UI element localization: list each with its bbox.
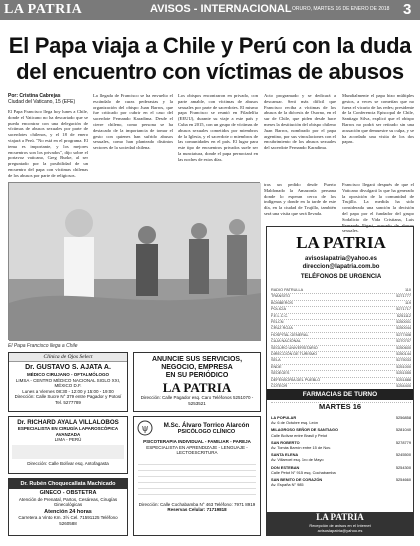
- phone-number: 5271717: [396, 307, 411, 312]
- phone-number: 119: [404, 300, 411, 305]
- pharmacy-item: [271, 415, 411, 425]
- doctor3-desc: Atención de Prenatal, Partos, Cesáreas, Cirugías Ginecológicas: [18, 496, 118, 507]
- phone-name: SELA: [271, 358, 281, 363]
- emergency-phones-list: [271, 288, 411, 403]
- phone-name: CAJA NACIONAL: [271, 339, 301, 344]
- byline-place: Ciudad del Vaticano, 15 (EFE): [8, 99, 76, 105]
- pharmacy-name: SAN ROBERTO: [271, 439, 300, 445]
- pharmacy-item: [271, 440, 411, 450]
- footer-email: avisoslapatria@yahoo.es: [317, 528, 363, 533]
- phone-number: 5251112: [396, 313, 411, 318]
- pharmacy-phone: 5281040: [395, 427, 411, 433]
- byline: [8, 93, 88, 105]
- doctor3-address: Carretera a Vinto Km. 3½ Cel. 71591125 Teléfono 5260588: [18, 515, 118, 526]
- doctor2-address: Dirección: Calle Bolívar esq. Antofagasta: [27, 460, 109, 466]
- sidebar-email-1: avisoslapatria@yahoo.es: [305, 256, 377, 262]
- psychology-icon: [137, 420, 153, 436]
- doctor3-hours: Atención 24 horas: [44, 508, 92, 515]
- phone-number: 5250044: [396, 326, 411, 331]
- doctor1-name: Dr. GUSTAVO S. AJATA A.: [25, 364, 111, 371]
- pope-photo-illustration: [9, 183, 261, 341]
- phone-number: 5275033: [396, 358, 411, 363]
- footer-tagline: Recepción de avisos en el Internet: [309, 523, 371, 528]
- phone-number: 5251888: [396, 377, 411, 382]
- pharmacy-address: Av. Tomás Barrón entre 15 de Nov.: [271, 445, 332, 451]
- pharmacy-address: Av. Villarroel esq. 1ro de Mayo: [271, 457, 324, 463]
- headline: El Papa viaja a Chile y Perú con la duda del encuentro con víctimas de abusos: [8, 33, 412, 84]
- psych-detail: ESPECIALISTA EN APRENDIZAJE - LENGUAJE - LECTOESCRITURA: [146, 444, 248, 455]
- phone-number: 5277408: [396, 332, 411, 337]
- phone-name: HOSPITAL GENERAL: [271, 332, 309, 337]
- emergency-phones-title: TELÉFONOS DE URGENCIA: [300, 274, 382, 280]
- article-column-2: La llegada de Francisco se ha envuelto el escándalo de curas pederastas y la organización del obispo Juan Barros, que fue criticado por cubrir en el caso del sacerdote Fernando Karadima. Desde el cierre chileno, como persona se ha destacado de la importancia de tomar el gesto con quienes han sufrido abusos sexuales, como han planteado distintos sectores de la sociedad chilena.: [93, 93, 173, 151]
- pharmacy-phone: 5256858: [395, 415, 411, 420]
- doctor1-title: MÉDICO CIRUJANO - OFTALMÓLOGO: [27, 372, 109, 377]
- phone-name: SEGURO UNIVERSITARIO: [271, 345, 318, 350]
- doctor2-title: ESPECIALISTA EN CIRUGÍA LAPAROSCÓPICA AVANZADA: [17, 426, 119, 437]
- pharmacy-phone: 5278779: [395, 439, 411, 445]
- byline-author: Por: Cristina Cabrejas: [8, 93, 61, 99]
- pharmacy-item: [271, 452, 411, 462]
- article-column-6: tras un pedido desde Puerto Maldonado la Amazonía peruana donde lo esperan cerca de los indígenas y donde en la tarde de este día, en la ciudad de Trujillo, también será una visita que será llevada.: [264, 182, 336, 216]
- doctor2-services-block: [12, 445, 124, 459]
- sidebar-info-box: [266, 226, 414, 530]
- pharmacy-name: SAN BENITO DE CORAZÓN: [271, 477, 323, 483]
- phone-number: 5250144: [396, 352, 411, 357]
- phone-name: ENDE: [271, 364, 282, 369]
- pharmacy-phone: 5254660: [395, 477, 411, 483]
- phone-name: DIRECCIÓN DE TURISMO: [271, 352, 318, 357]
- phone-number: 5271777: [396, 294, 411, 299]
- pharmacy-address: Calle Petot N° 915 esq. Cochabamba: [271, 469, 336, 475]
- ad-eye-clinic: [8, 352, 128, 412]
- phone-number: 5250001: [396, 320, 411, 325]
- phone-name: F.E.L.C.C.: [271, 313, 289, 318]
- doctor3-name: Dr. Rubén Choquecallata Machicado: [9, 479, 127, 489]
- doctor1-desc: LIMSA - CENTRO MÉDICO NACIONAL SIGLO XXI, MÉXICO D.F.: [15, 377, 121, 388]
- psych-desc: PSICOTERAPIA INDIVIDUAL - FAMILIAR - PAREJA: [143, 439, 251, 444]
- pharmacies-title: FARMACIAS DE TURNO: [267, 389, 413, 400]
- article-column-1: El Papa Francisco llega hoy lunes a Chile, donde el Vaticano no ha descartado que se pueda encontrar con una delegación de víctimas de abusos sexuales por parte de sacerdotes chilenos, y el 18 de enero viajará a Perú. "No está en el programa. El tema es importante, y los mejores encuentros son los privados", dijo sobre el portavoz vaticano, Greg Burke, al ser preguntado por la posibilidad de un encuentro del papa con víctimas chilenas de los abusos por parte de religiosos.: [8, 109, 88, 178]
- pharmacy-name: LA POPULAR: [271, 415, 297, 420]
- phone-name: FELCN: [271, 320, 284, 325]
- pharmacy-name: MILAGROSO SEÑOR DE SANTIAGO: [271, 427, 339, 433]
- phone-number: 5254400: [396, 384, 411, 389]
- pharmacy-name: DON ESTEBAN: [271, 464, 300, 470]
- psych-address: Dirección: Calle Cochabamba N° 463 Teléfono: 7971 8919: [138, 501, 256, 507]
- svg-text:ψ: ψ: [141, 424, 149, 434]
- phone-name: DEFENSORÍA DEL PUEBLO: [271, 377, 321, 382]
- masthead: LA PATRIA: [4, 2, 83, 17]
- page-number: 3: [403, 1, 412, 18]
- pharmacy-address: Calle Bolívar entre Brasil y Petot: [271, 432, 328, 438]
- phone-name: TRÁNSITO: [271, 294, 291, 299]
- psych-services-text: [138, 459, 256, 499]
- ad-psychologist: [133, 416, 261, 536]
- phone-name: POLICÍA: [271, 307, 286, 312]
- pharmacies-date: MARTES 16: [318, 402, 362, 411]
- doctor1-address: Dirección: Calle Sucre N° 379 entre Pagador y Potosí Tel. 5277789: [14, 394, 122, 405]
- section-title: AVISOS - INTERNACIONAL: [150, 3, 292, 15]
- anuncie-line-2: NEGOCIO, EMPRESA: [161, 364, 233, 371]
- psych-hours: Reservas Celular: 71719818: [167, 507, 227, 512]
- clinic-name: Clínica de Ojos Select: [9, 353, 127, 362]
- pharmacy-item: [271, 427, 411, 437]
- phone-number: 5251000: [396, 364, 411, 369]
- pharmacy-name: SANTA ELENA: [271, 452, 299, 458]
- doctor3-title: GINECO - OBSTETRA: [39, 490, 97, 496]
- pharmacy-item: [271, 477, 411, 487]
- psych-name: M.Sc. Álvaro Torrico Alarcón: [163, 421, 250, 429]
- pharmacy-address: Av. España N° 985: [271, 482, 304, 488]
- pharmacy-item: [271, 465, 411, 475]
- phone-name: BOMBEROS: [271, 300, 293, 305]
- phone-name: RADIO PATRULLA: [271, 288, 304, 292]
- footer-brand: LA PATRIA: [316, 512, 364, 522]
- pharmacies-list: [271, 415, 411, 489]
- phone-number: 5251555: [396, 371, 411, 376]
- phone-number: 110: [404, 288, 411, 292]
- article-column-7: Francisco llegará después de que el Vaticano divulgará la que ha generado la oposición de la comunidad de Trujillo. La medida ha sido considerada una sanción la decisión del papa por el fundador del grupo Sodalicio de Vida Cristiana, Luis Fernando Figari, acusado de abusos sexuales.: [342, 182, 414, 234]
- anuncie-line-1: ANUNCIE SUS SERVICIOS,: [151, 356, 243, 363]
- anuncie-contact: Dirección: Calle Pagador esq. Caro Teléfonos 5251070 - 5253521: [140, 395, 254, 406]
- phone-number: 5250600: [396, 345, 411, 350]
- doctor2-name: Dr. RICHARD AYALA VILLALOBOS: [17, 419, 119, 426]
- sidebar-logo: LA PATRIA: [296, 233, 386, 252]
- doctor1-hours: Lunes a Viernes 08:30 - 12:00 y 15:00 - 19:00: [22, 388, 114, 394]
- doctor2-desc: LIMA - PERÚ: [54, 437, 82, 442]
- psych-title: PSICÓLOGO CLÍNICO: [177, 428, 236, 435]
- sidebar-email-2: direccion@lapatria.com.bo: [302, 264, 380, 270]
- sidebar-footer: [266, 512, 414, 536]
- phone-name: COTEOR: [271, 384, 288, 389]
- article-column-5: Mundialmente el papa hizo múltiples gestos, a veces se cometían que no fuera el vicario de las redes; presidente de la Conferencia Episcopal de Chile, Santiago Silva, explicó que el obispo Barros no podrá ser retirado sin una acusación que demuestre su culpa, y se ha acordado una visita de los dos papas.: [342, 93, 414, 145]
- anuncie-brand: LA PATRIA: [162, 380, 232, 395]
- article-column-3: Los obispos encontraron en privado, con parte amable, con víctimas de abusos sexuales por parte de sacerdotes. El mismo papa Francisco se reunió en Filadelfia (EEUU), durante su viaje a este país y Cuba en 2015, con un grupo de víctimas de abusos sexuales cometidos por miembros de la Iglesia, y el sacerdote o miembros de las comunidades en el país. El lugar para este tipo de encuentros privados suele ser la nunciatura, donde el papa pernoctará en las noches de estos días.: [178, 93, 258, 162]
- ad-doctor-ruben: [8, 478, 128, 536]
- dateline: ORURO, MARTES 16 DE ENERO DE 2018: [292, 6, 390, 12]
- article-photo: [8, 182, 260, 340]
- ad-doctor-ayala: [8, 416, 128, 474]
- photo-caption: El Papa Francisco llega a Chile: [8, 343, 78, 349]
- pharmacy-phone: 5254300: [395, 464, 411, 470]
- phone-name: CRUZ ROJA: [271, 326, 293, 331]
- anuncie-line-3: EN SU PERIÓDICO: [165, 372, 229, 379]
- article-column-4: Acto programado y se dedicará a descansar. Será más difícil que Francisco reciba a víctimas de los abusos de la diócesis de Osorno, en el sur de Chile, que piden desde hace meses la destitución del obispo chileno Juan Barros, nombrado por el papa argentino, por sus vinculaciones con el encubrimiento de los abusos sexuales del sacerdote Fernando Karadima.: [264, 93, 336, 151]
- pharmacy-phone: 5245500: [395, 452, 411, 458]
- pharmacy-address: Av. 6 de Octubre esq. León: [271, 420, 319, 426]
- sidebar-contact: [271, 255, 411, 271]
- phone-name: SEDEGES: [271, 371, 290, 376]
- phone-number: 5270707: [396, 339, 411, 344]
- ad-anuncie: [133, 352, 261, 412]
